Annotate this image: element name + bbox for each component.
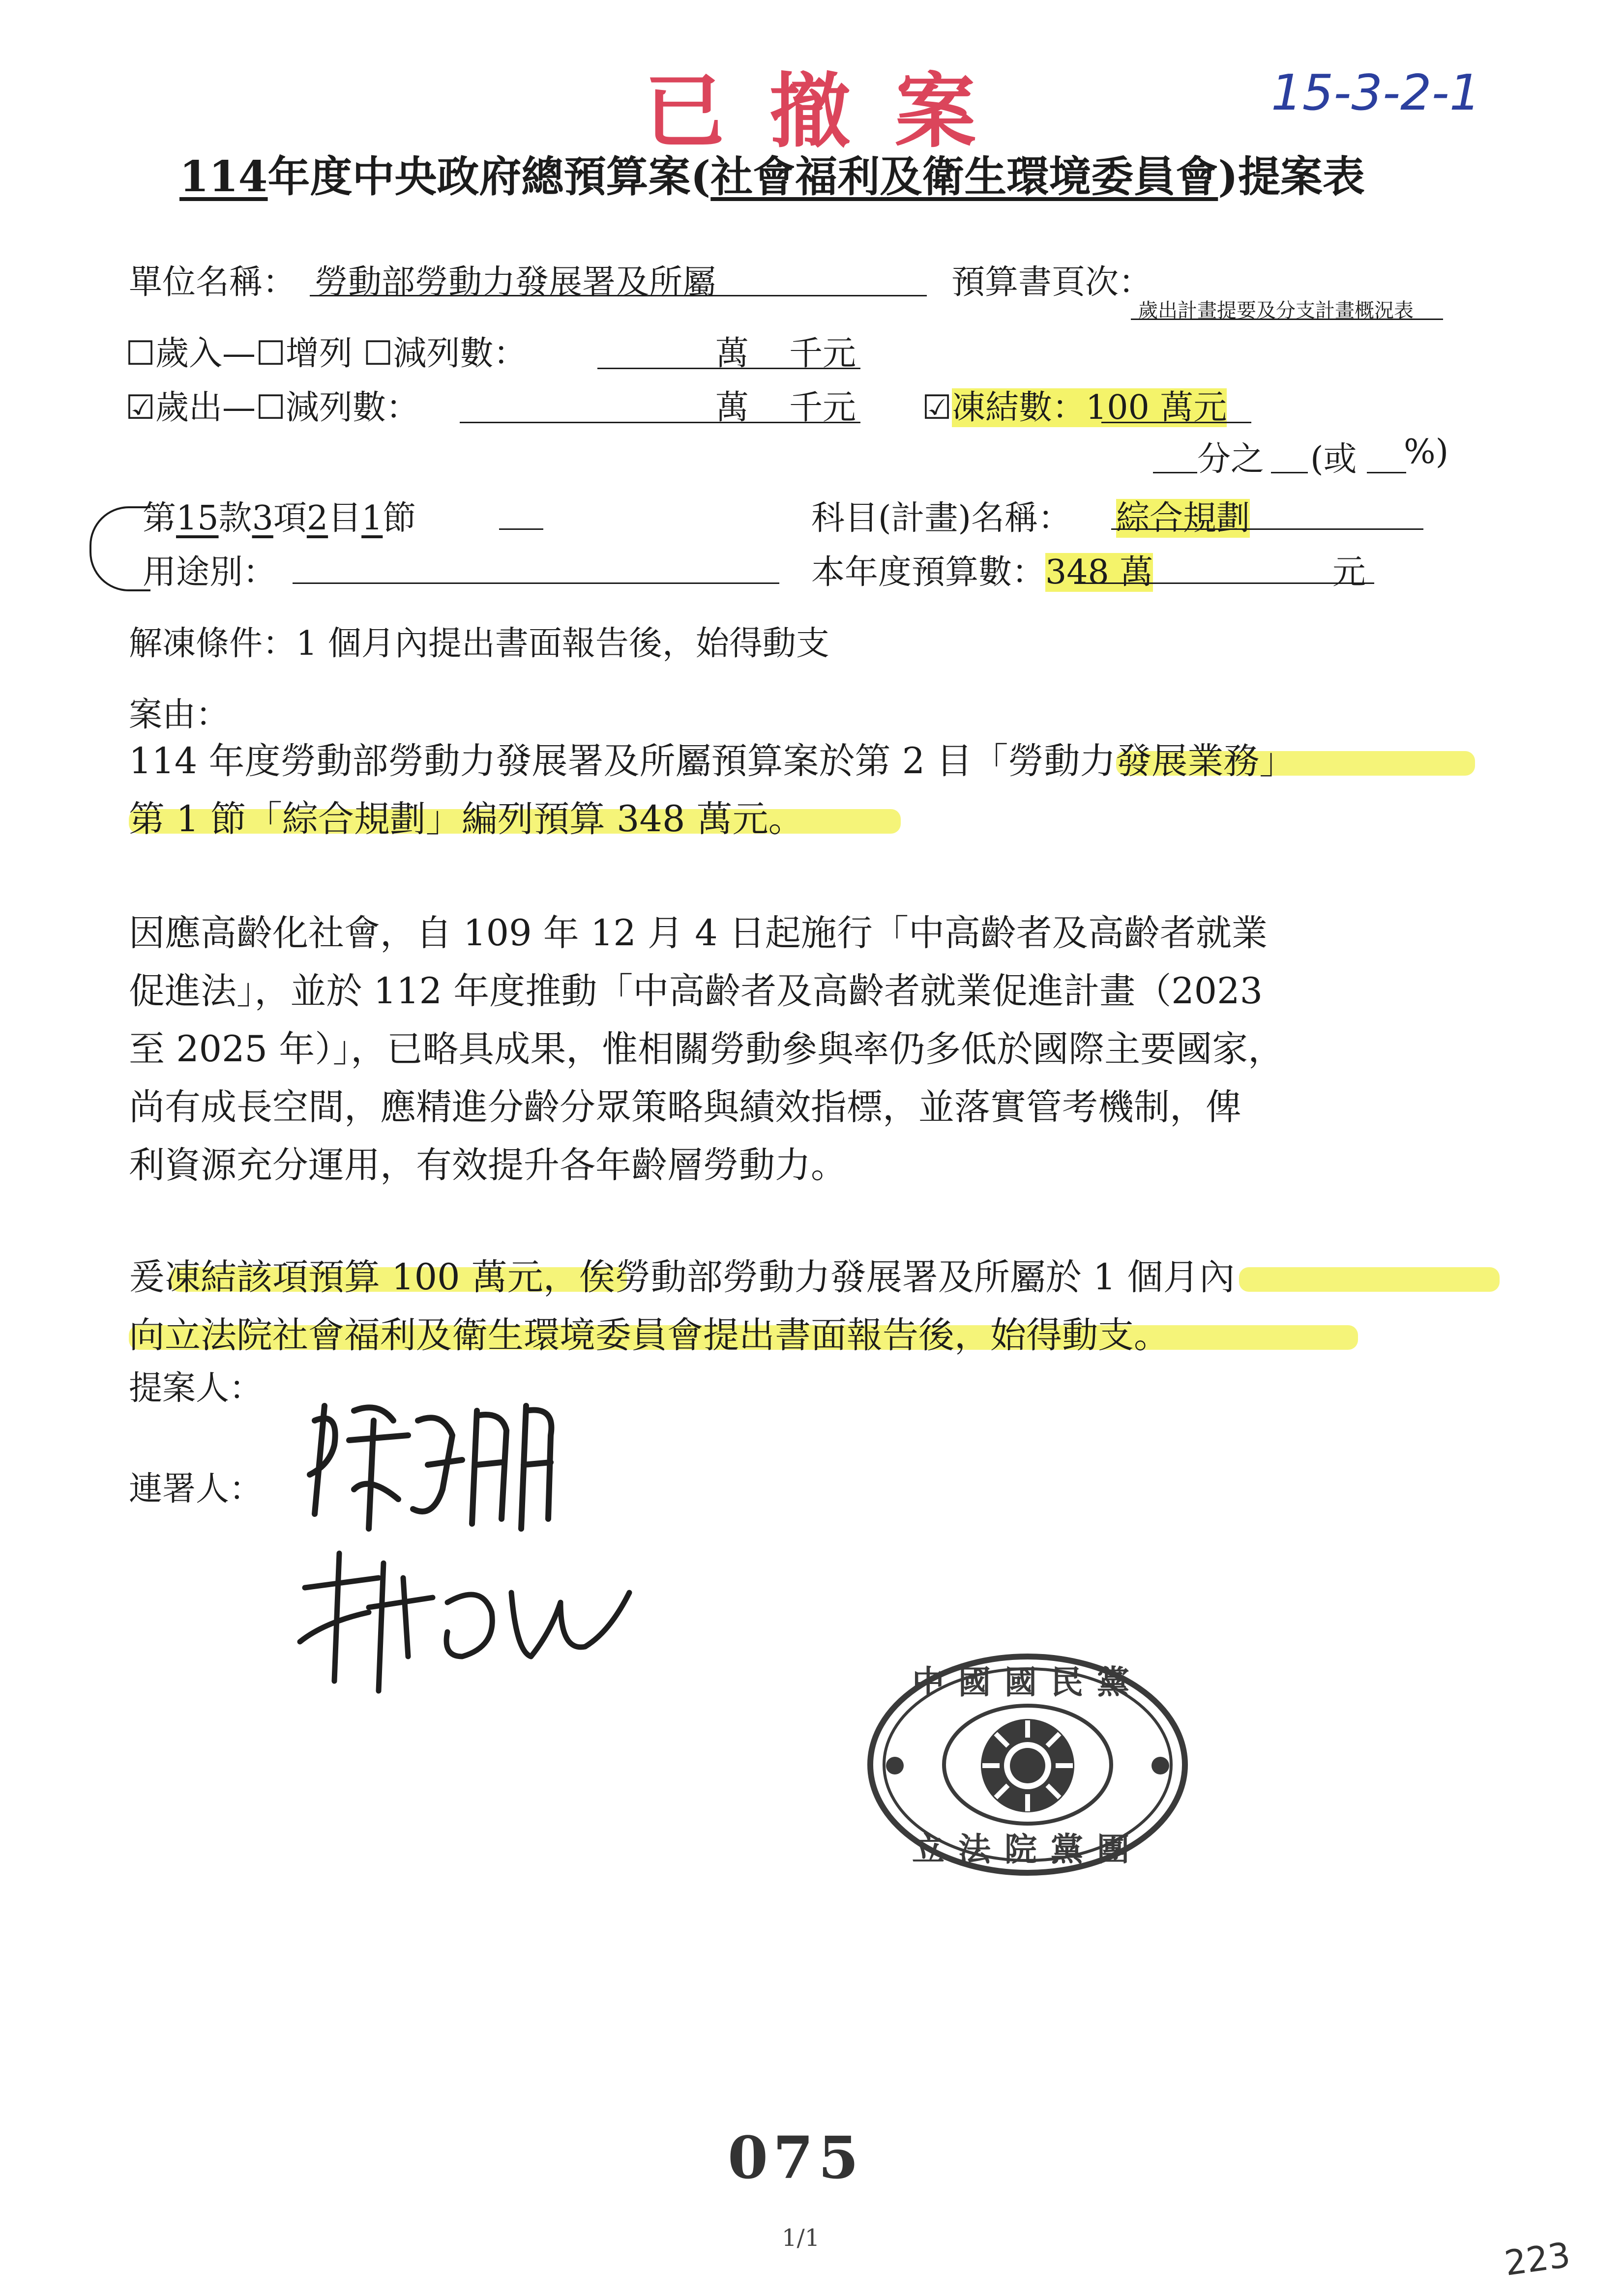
freeze-value: 100 萬元 (1085, 388, 1227, 427)
signature-2 (285, 1534, 639, 1711)
bracket-mark (89, 506, 150, 591)
revenue-wan: 萬 (715, 334, 749, 373)
unit-value: 勞動部勞動力發展署及所屬 (315, 263, 716, 302)
para3-part-f: 。 (1134, 1314, 1170, 1356)
cosigner-label: 連署人： (129, 1470, 263, 1509)
expense-row: ☑歲出—☐減列數： (125, 388, 419, 427)
reason-para-2-line4: 尚有成長空間，應精進分齡分眾策略與績效指標，並落實管考機制，俾 (129, 1086, 1241, 1128)
reason-para-1-line2: 第 1 節「綜合規劃」編列預算 348 萬元。 (129, 798, 804, 840)
seal-ring-text: 中國國民黨 (912, 1663, 1143, 1701)
unfreeze-conditions: 解凍條件：1 個月內提出書面報告後，始得動支 (129, 624, 829, 663)
para3-part-a: 爰 (129, 1256, 165, 1298)
title-year: 114 (179, 152, 268, 202)
budget-item-code (143, 492, 416, 539)
item-mu-label: 目 (328, 499, 362, 538)
budget-amount-value: 348 萬 (1045, 553, 1153, 592)
document-title (179, 143, 1365, 203)
subject-value-text: 綜合規劃 (1116, 499, 1250, 538)
expense-qian: 千元 (789, 388, 856, 427)
item-xiang: 3 (252, 499, 273, 538)
seal-bottom-text: 立法院黨團 (912, 1830, 1143, 1868)
reason-para-2-line3: 至 2025 年）」，已略具成果，惟相關勞動參與率仍多低於國際主要國家， (129, 1028, 1284, 1070)
revenue-qian: 千元 (789, 334, 856, 373)
page-number: 075 (728, 2123, 864, 2192)
budget-amount-unit: 元 (1332, 553, 1366, 592)
budget-amount-label: 本年度預算數： (811, 553, 1046, 592)
reason-para-3-line2 (129, 1307, 1170, 1365)
subject-label: 科目(計畫)名稱： (811, 499, 1072, 538)
handwritten-code: 15-3-2-1 (1271, 64, 1481, 121)
item-kuan: 15 (176, 499, 219, 538)
reason-para-3-line1 (129, 1249, 1235, 1307)
title-committee: 社會福利及衛生環境委員會 (710, 152, 1218, 202)
reason-label: 案由： (129, 696, 230, 734)
fraction-huo: (或 (1310, 440, 1357, 479)
para3-part-e: 向立法院社會福利及衛生環境委員會提出書面報告後，始得動支 (129, 1314, 1134, 1356)
signature-1 (295, 1391, 570, 1553)
item-jie-label: 節 (383, 499, 416, 538)
page-ref-value: 歲出計畫提要及分支計畫概況表 (1138, 299, 1414, 322)
fraction-fen: 分之 (1197, 440, 1265, 479)
freeze-checkbox: ☑ (922, 388, 952, 427)
reason-para-2-line1: 因應高齡化社會，自 109 年 12 月 4 日起施行「中高齡者及高齡者就業 (129, 912, 1268, 954)
item-di: 第 (143, 499, 177, 538)
page-ref-label: 預算書頁次： (951, 263, 1152, 302)
para1-part-b: 「勞動力發展業務」 (972, 740, 1296, 782)
withdrawn-stamp: 已撤案 (644, 63, 1020, 159)
title-part2: )提案表 (1218, 152, 1365, 202)
proposer-label: 提案人： (129, 1369, 263, 1408)
item-mu: 2 (306, 499, 328, 538)
para3-part-b: 凍結該項預算 100 萬元 (165, 1256, 543, 1298)
freeze-label: 凍結數： (951, 388, 1086, 427)
item-kuan-label: 款 (218, 499, 252, 538)
para1-part-a: 114 年度勞動部勞動力發展署及所屬預算案於第 2 目 (129, 740, 973, 782)
budget-amount-row (811, 546, 1153, 593)
title-part1: 年度中央政府總預算案( (267, 152, 711, 202)
reason-para-1 (129, 732, 1295, 790)
reason-para-2-line5: 利資源充分運用，有效提升各年齡層勞動力。 (129, 1144, 847, 1186)
fraction-pct: %) (1404, 433, 1449, 471)
subject-value (1116, 492, 1250, 539)
unit-label: 單位名稱： (129, 263, 296, 302)
party-seal (860, 1637, 1195, 1892)
corner-mark: 223 (1502, 2235, 1573, 2284)
usage-label: 用途別： (143, 553, 277, 592)
item-xiang-label: 項 (273, 499, 307, 538)
item-jie: 1 (361, 499, 383, 538)
page-of: 1/1 (782, 2224, 820, 2252)
reason-para-2-line2: 促進法」，並於 112 年度推動「中高齡者及高齡者就業促進計畫（2023 (129, 970, 1263, 1012)
para3-part-c: ，俟勞動部勞動力發展署及所屬 (543, 1256, 1046, 1298)
expense-wan: 萬 (715, 388, 749, 427)
para3-part-d: 於 1 個月內 (1045, 1256, 1235, 1298)
revenue-row: ☐歲入—☐增列 ☐減列數： (125, 334, 527, 373)
